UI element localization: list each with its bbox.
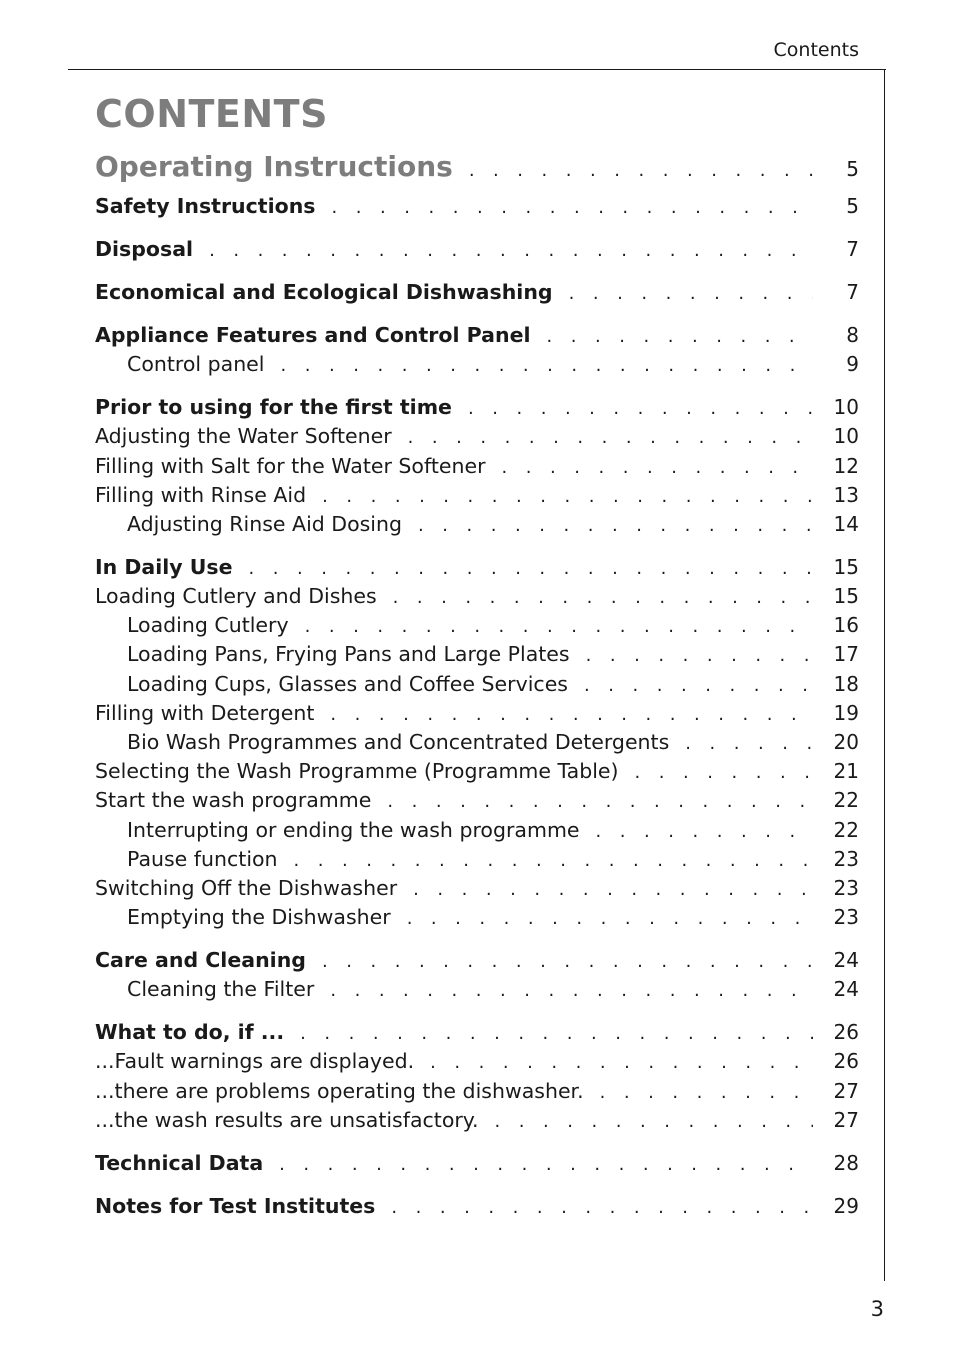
page-number: 3 bbox=[870, 1297, 884, 1321]
dot-leader bbox=[209, 240, 813, 261]
toc-entry-label: What to do, if ... bbox=[95, 1020, 285, 1045]
toc-entry-page-number: 20 bbox=[833, 729, 859, 754]
dot-leader bbox=[547, 326, 814, 347]
dot-leader bbox=[322, 951, 813, 972]
toc-entry-label: In Daily Use bbox=[95, 554, 233, 579]
toc-section-heading[interactable] bbox=[95, 150, 859, 194]
toc-entry-label: Operating Instructions bbox=[95, 150, 453, 183]
toc-entry[interactable] bbox=[95, 1079, 859, 1108]
toc-entry-page-number: 13 bbox=[833, 482, 859, 507]
dot-leader bbox=[330, 980, 813, 1001]
toc-entry-page-number: 15 bbox=[833, 554, 859, 579]
toc-entry-label: Loading Cups, Glasses and Coffee Services bbox=[127, 671, 568, 696]
toc-entry[interactable] bbox=[95, 237, 859, 266]
toc-entry[interactable] bbox=[95, 788, 859, 817]
toc-entry-label: Selecting the Wash Programme (Programme Table) bbox=[95, 759, 619, 784]
dot-leader bbox=[300, 1023, 813, 1044]
margin-rule bbox=[884, 69, 885, 1281]
toc-entry[interactable] bbox=[95, 512, 859, 541]
toc-entry-page-number: 27 bbox=[833, 1107, 859, 1132]
toc-entry-page-number: 7 bbox=[846, 236, 859, 261]
toc-entry-label: Loading Cutlery and Dishes bbox=[95, 584, 377, 609]
dot-leader bbox=[332, 197, 813, 218]
toc-entry-label: Care and Cleaning bbox=[95, 948, 306, 973]
toc-entry-page-number: 18 bbox=[833, 671, 859, 696]
dot-leader bbox=[408, 427, 813, 448]
toc-entry-page-number: 23 bbox=[833, 905, 859, 930]
toc-entry-label: Switching Off the Dishwasher bbox=[95, 875, 398, 900]
toc-entry-page-number: 15 bbox=[833, 584, 859, 609]
toc-entry-label: Pause function bbox=[127, 846, 278, 871]
toc-entry-label: Emptying the Dishwasher bbox=[127, 905, 391, 930]
toc-entry-page-number: 9 bbox=[846, 352, 859, 377]
toc-entry-label: Start the wash programme bbox=[95, 788, 372, 813]
toc-entry[interactable] bbox=[95, 584, 859, 613]
dot-leader bbox=[584, 675, 813, 696]
toc-entry[interactable] bbox=[95, 555, 859, 584]
toc-entry[interactable] bbox=[95, 905, 859, 934]
toc-entry-page-number: 26 bbox=[833, 1049, 859, 1074]
toc-entry-label: Control panel bbox=[127, 352, 265, 377]
toc-entry-label: Filling with Salt for the Water Softener bbox=[95, 453, 486, 478]
toc-entry-page-number: 5 bbox=[846, 157, 859, 181]
toc-entry[interactable] bbox=[95, 280, 859, 309]
toc-entry[interactable] bbox=[95, 876, 859, 905]
dot-leader bbox=[330, 704, 813, 725]
dot-leader bbox=[407, 908, 813, 929]
toc-entry-page-number: 27 bbox=[833, 1078, 859, 1103]
toc-entry[interactable] bbox=[95, 948, 859, 977]
table-of-contents bbox=[95, 150, 859, 1223]
toc-entry[interactable] bbox=[95, 1020, 859, 1049]
toc-entry-label: Cleaning the Filter bbox=[127, 977, 315, 1002]
toc-entry-label: Notes for Test Institutes bbox=[95, 1193, 376, 1218]
toc-entry-page-number: 23 bbox=[833, 846, 859, 871]
dot-leader bbox=[305, 616, 813, 637]
toc-entry[interactable] bbox=[95, 642, 859, 671]
dot-leader bbox=[249, 558, 813, 579]
dot-leader bbox=[495, 1111, 813, 1132]
toc-entry[interactable] bbox=[95, 323, 859, 352]
dot-leader bbox=[393, 587, 813, 608]
toc-entry-page-number: 7 bbox=[846, 279, 859, 304]
toc-entry-page-number: 24 bbox=[833, 948, 859, 973]
dot-leader bbox=[596, 821, 813, 842]
toc-entry-page-number: 16 bbox=[833, 613, 859, 638]
dot-leader bbox=[586, 645, 813, 666]
toc-entry[interactable] bbox=[95, 1049, 859, 1078]
toc-entry-page-number: 17 bbox=[833, 642, 859, 667]
toc-entry-label: Filling with Detergent bbox=[95, 700, 315, 725]
toc-entry-label: Loading Cutlery bbox=[127, 613, 289, 638]
toc-entry[interactable] bbox=[95, 701, 859, 730]
toc-entry[interactable] bbox=[95, 818, 859, 847]
dot-leader bbox=[635, 762, 813, 783]
toc-entry[interactable] bbox=[95, 483, 859, 512]
toc-entry[interactable] bbox=[95, 847, 859, 876]
toc-entry-label: Safety Instructions bbox=[95, 194, 316, 218]
dot-leader bbox=[387, 791, 813, 812]
dot-leader bbox=[430, 1052, 813, 1073]
toc-entry[interactable] bbox=[95, 1194, 859, 1223]
toc-entry[interactable] bbox=[95, 613, 859, 642]
toc-entry[interactable] bbox=[95, 1108, 859, 1137]
toc-entry-label: Interrupting or ending the wash programme bbox=[127, 817, 580, 842]
dot-leader bbox=[322, 486, 813, 507]
dot-leader bbox=[469, 160, 813, 181]
toc-entry-page-number: 10 bbox=[833, 424, 859, 449]
toc-entry-page-number: 23 bbox=[833, 875, 859, 900]
toc-entry-page-number: 28 bbox=[833, 1150, 859, 1175]
toc-entry[interactable] bbox=[95, 672, 859, 701]
toc-entry-label: Bio Wash Programmes and Concentrated Detergents bbox=[127, 729, 670, 754]
toc-entry-label: ...there are problems operating the dishwasher. bbox=[95, 1078, 584, 1103]
toc-entry-page-number: 26 bbox=[833, 1020, 859, 1045]
dot-leader bbox=[502, 457, 813, 478]
toc-entry-page-number: 5 bbox=[846, 194, 859, 218]
toc-entry[interactable] bbox=[95, 730, 859, 759]
toc-entry-label: Adjusting the Water Softener bbox=[95, 424, 392, 449]
toc-entry-label: Technical Data bbox=[95, 1150, 264, 1175]
toc-entry-label: Loading Pans, Frying Pans and Large Plates bbox=[127, 642, 570, 667]
toc-entry-label: ...the wash results are unsatisfactory. bbox=[95, 1107, 479, 1132]
toc-entry-label: Filling with Rinse Aid bbox=[95, 482, 307, 507]
toc-entry-page-number: 14 bbox=[833, 511, 859, 536]
page-title: CONTENTS bbox=[95, 92, 328, 136]
toc-entry-page-number: 22 bbox=[833, 788, 859, 813]
toc-entry-label: Disposal bbox=[95, 236, 194, 261]
toc-entry-label: Appliance Features and Control Panel bbox=[95, 322, 531, 347]
toc-entry[interactable] bbox=[95, 759, 859, 788]
toc-entry-page-number: 21 bbox=[833, 759, 859, 784]
toc-entry-page-number: 12 bbox=[833, 453, 859, 478]
dot-leader bbox=[600, 1082, 813, 1103]
toc-entry[interactable] bbox=[95, 352, 859, 381]
toc-entry-page-number: 29 bbox=[833, 1193, 859, 1218]
toc-entry-page-number: 8 bbox=[846, 322, 859, 347]
dot-leader bbox=[569, 283, 813, 304]
toc-entry-page-number: 10 bbox=[833, 395, 859, 420]
toc-entry-label: Prior to using for the first time bbox=[95, 395, 452, 420]
dot-leader bbox=[281, 355, 814, 376]
toc-entry-label: Economical and Ecological Dishwashing bbox=[95, 279, 553, 304]
dot-leader bbox=[391, 1197, 813, 1218]
dot-leader bbox=[685, 733, 813, 754]
toc-entry[interactable] bbox=[95, 194, 859, 223]
toc-entry[interactable] bbox=[95, 1151, 859, 1180]
toc-entry-label: Adjusting Rinse Aid Dosing bbox=[127, 511, 402, 536]
dot-leader bbox=[468, 398, 813, 419]
dot-leader bbox=[294, 850, 813, 871]
dot-leader bbox=[279, 1154, 813, 1175]
toc-entry-page-number: 24 bbox=[833, 977, 859, 1002]
toc-entry[interactable] bbox=[95, 977, 859, 1006]
header-rule bbox=[68, 69, 886, 70]
toc-entry-label: ...Fault warnings are displayed. bbox=[95, 1049, 415, 1074]
toc-entry-page-number: 22 bbox=[833, 817, 859, 842]
toc-entry[interactable] bbox=[95, 424, 859, 453]
toc-entry[interactable] bbox=[95, 454, 859, 483]
toc-entry[interactable] bbox=[95, 395, 859, 424]
dot-leader bbox=[418, 515, 813, 536]
running-header: Contents bbox=[773, 39, 859, 61]
dot-leader bbox=[413, 879, 813, 900]
toc-entry-page-number: 19 bbox=[833, 700, 859, 725]
